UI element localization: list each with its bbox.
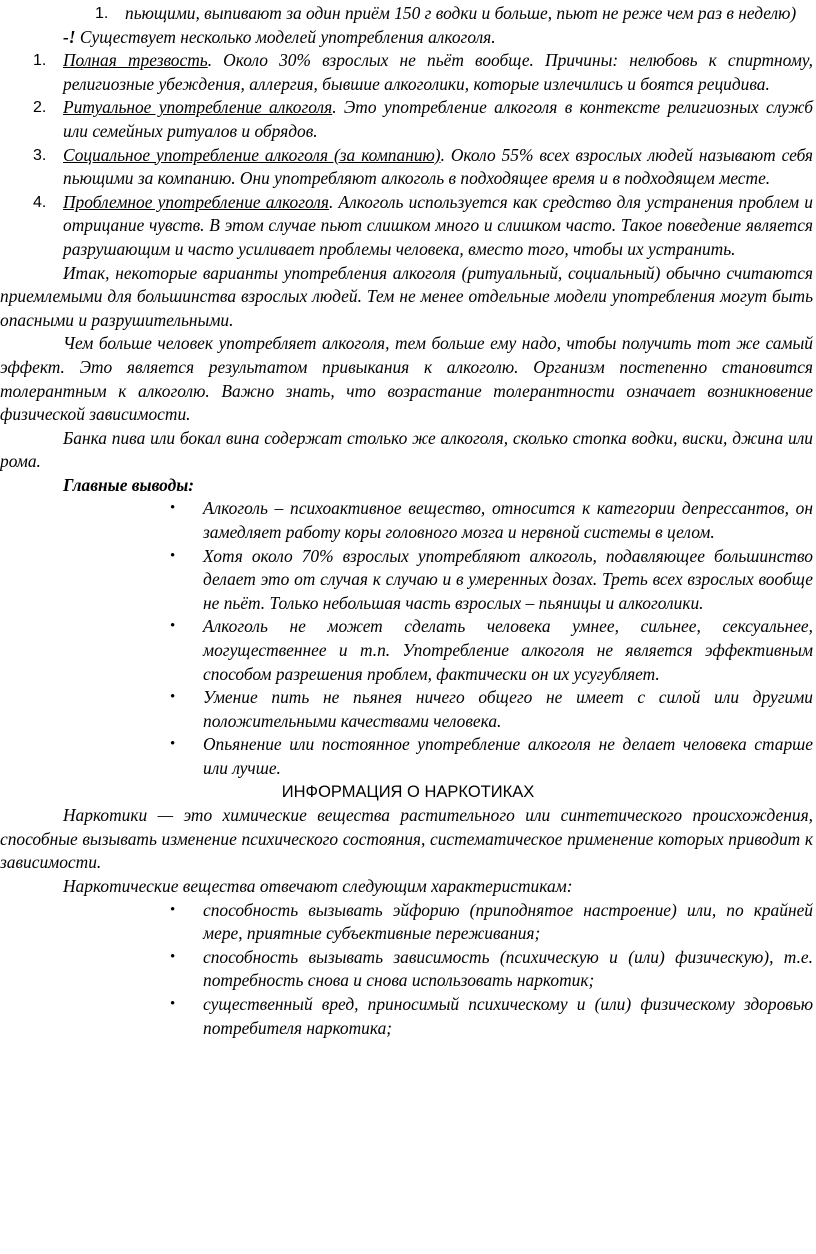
conclusion-text: Хотя около 70% взрослых употребляют алкоголь, подавляющее большинство делает это от случая к случаю и в умеренных дозах. Треть всех взрослых вообще не пьёт. Только небольшая часть взрослых – пьяницы и алкоголики. (203, 545, 813, 613)
models-intro (0, 26, 816, 50)
model-item (0, 49, 816, 96)
conclusion-text: Алкоголь – психоактивное вещество, относится к категории депрессантов, он замедляет работу коры головного мозга и нервной системы в целом. (203, 498, 813, 543)
characteristic-item (0, 946, 816, 993)
bullet-icon: • (170, 689, 176, 706)
model-description: . Около 55% всех взрослых людей называют себя пьющими за компанию. Они употребляют алкоголь в подходящее время и в подходящем месте. (63, 144, 814, 189)
paragraph-tolerance: Чем больше человек употребляет алкоголя, тем больше ему надо, чтобы получить тот же самый эффект. Это является результатом привыкания к алкоголю. Организм постепенно становится толерантным к алкоголю. Важно знать, что возрастание толерантности означает возникновение физической зависимости. (0, 333, 813, 425)
narcotics-definition: Наркотики — это химические вещества растительного или синтетического происхождения, способные вызывать изменение психического состояния, систематическое применение которых приводит к зависимости. (0, 805, 813, 873)
conclusion-item (0, 733, 816, 780)
model-item (0, 96, 816, 143)
model-title: Проблемное употребление алкоголя (63, 191, 329, 212)
model-description: . Это употребление алкоголя в контексте религиозных служб или семейных ритуалов и обрядов. (63, 97, 813, 141)
model-title: Полная трезвость (63, 50, 208, 71)
conclusion-item (0, 615, 816, 686)
model-number: 1. (33, 52, 47, 70)
characteristic-item (0, 899, 816, 946)
conclusion-text: Алкоголь не может сделать человека умнее, сильнее, сексуальнее, могущественнее и т.п. Употребление алкоголя не является эффективным способом разрешения проблем, фактически он их усугубляет. (203, 616, 813, 684)
list-number: 1. (95, 5, 109, 22)
model-number: 4. (33, 193, 47, 211)
conclusion-item (0, 686, 816, 733)
model-description: . Алкоголь используется как средство для устранения проблем и отрицание чувств. В этом случае пьют слишком много и слишком часто. Такое поведение является разрушающим и часто усиливает проблемы человека, вместо того, чтобы их устранить. (63, 191, 813, 259)
model-description: . Около 30% взрослых не пьёт вообще. Причины: нелюбовь к спиртному, религиозные убеждения, аллергия, бывшие алкоголики, которые излечились и боятся рецидива. (63, 50, 813, 94)
paragraph-equivalence: Банка пива или бокал вина содержат столько же алкоголя, сколько стопка водки, виски, джина или рома. (0, 427, 813, 472)
model-item (0, 191, 816, 262)
models-intro-text: Существует несколько моделей употребления алкоголя. (75, 26, 496, 47)
model-item (0, 144, 816, 191)
section-title: ИНФОРМАЦИЯ О НАРКОТИКАХ (281, 782, 535, 801)
list-item-text: пьющими, выпивают за один приём 150 г водки и больше, пьют не реже чем раз в неделю) (125, 3, 797, 23)
bullet-icon: • (170, 995, 176, 1012)
characteristic-text: способность вызывать эйфорию (приподнятое настроение) или, по крайней мере, приятные субъективные переживания; (203, 899, 813, 944)
bullet-icon: • (170, 547, 176, 564)
conclusions-heading: Главные выводы: (63, 474, 195, 495)
paragraph-summary: Итак, некоторые варианты употребления алкоголя (ритуальный, социальный) обычно считаются приемлемыми для большинства взрослых людей. Тем не менее отдельные модели употребления могут быть опасными и разрушительными. (0, 262, 813, 330)
conclusion-item (0, 497, 816, 544)
conclusion-text: Опьянение или постоянное употребление алкоголя не делает человека старше или лучше. (203, 734, 813, 778)
model-title: Социальное употребление алкоголя (за компанию) (63, 144, 441, 165)
model-title: Ритуальное употребление алкоголя (63, 97, 333, 118)
conclusion-text: Умение пить не пьянея ничего общего не имеет с силой или другими положительными качествами человека. (203, 687, 813, 731)
bullet-icon: • (170, 618, 176, 635)
model-text (63, 96, 813, 143)
list-item (0, 2, 816, 26)
model-text (63, 49, 813, 96)
model-text (63, 144, 813, 191)
characteristic-item (0, 993, 816, 1040)
models-mark: -! (63, 26, 76, 47)
characteristics-intro: Наркотические вещества отвечают следующим характеристикам: (63, 875, 573, 896)
characteristic-text: способность вызывать зависимость (психическую и (или) физическую), т.е. потребность снова и снова использовать наркотик; (203, 946, 813, 991)
model-number: 2. (33, 99, 47, 117)
model-text (63, 191, 813, 262)
characteristic-text: существенный вред, приносимый психическому и (или) физическому здоровью потребителя наркотика; (203, 993, 813, 1038)
bullet-icon: • (170, 736, 176, 753)
conclusion-item (0, 545, 816, 616)
model-number: 3. (33, 146, 47, 164)
bullet-icon: • (170, 948, 176, 965)
bullet-icon: • (170, 500, 176, 517)
bullet-icon: • (170, 901, 176, 918)
